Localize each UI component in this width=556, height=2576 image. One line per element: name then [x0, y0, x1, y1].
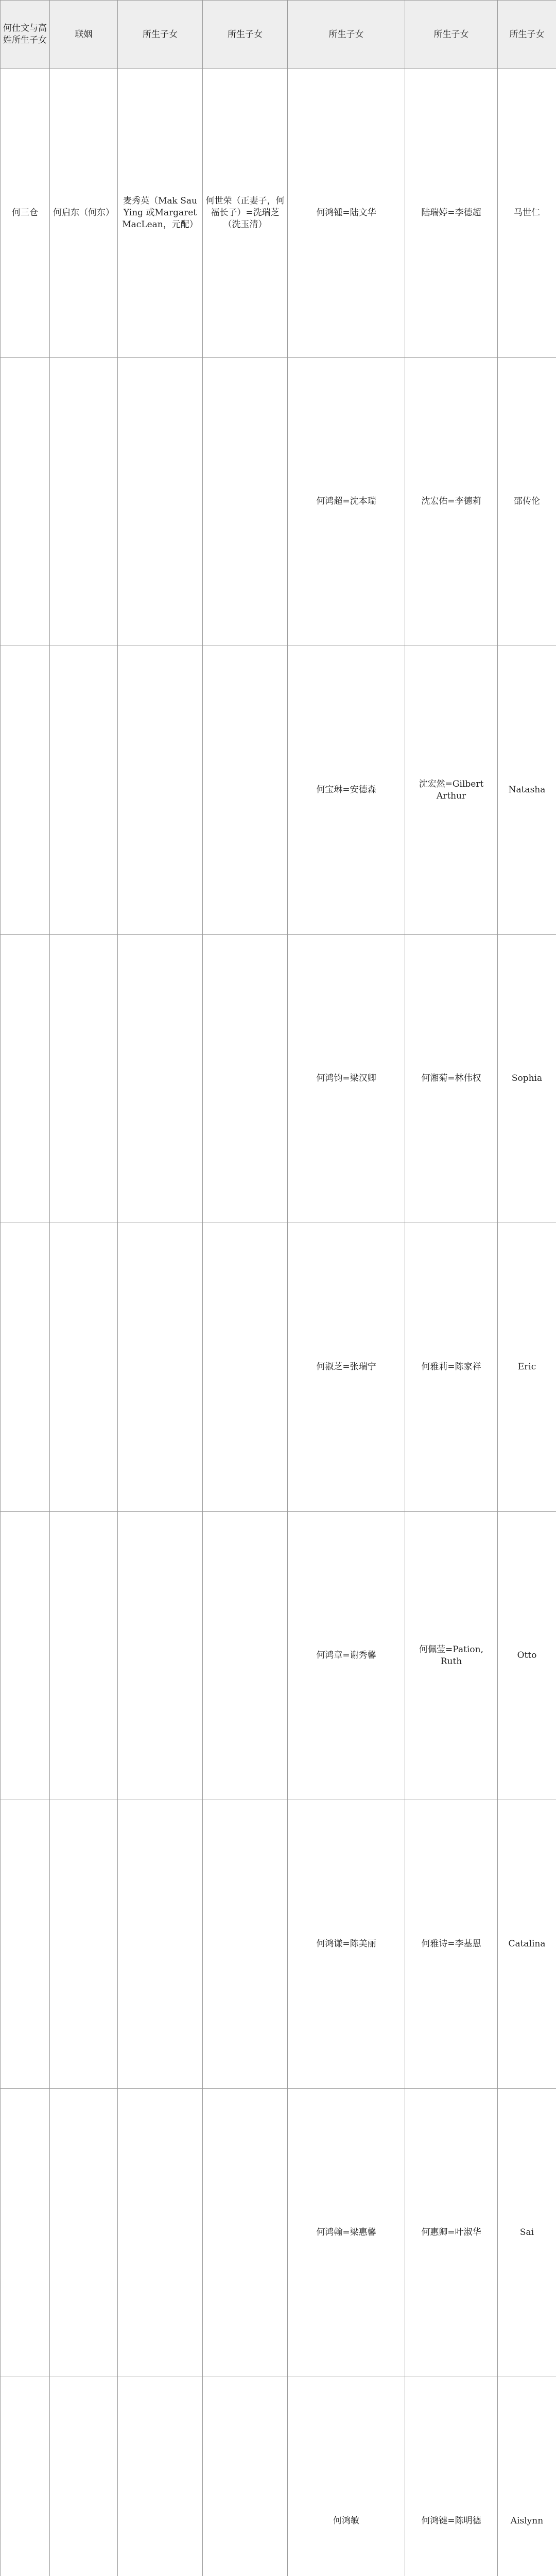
table-cell	[203, 1512, 288, 1800]
table-cell: 沈宏佑=李德莉	[405, 358, 498, 646]
table-cell: 何惠卿=叶淑华	[405, 2089, 498, 2377]
col-header-2: 联姻	[50, 1, 118, 69]
col-header-6: 所生子女	[405, 1, 498, 69]
table-cell: 何启东（何东）	[50, 69, 118, 358]
table-cell: 何鸿键=陈明德	[405, 2377, 498, 2576]
table-cell	[118, 2377, 203, 2576]
table-cell: 何鸿锺=陆文华	[288, 69, 405, 358]
table-row	[1, 1512, 556, 1800]
table-row	[1, 2377, 556, 2576]
table-cell	[118, 1512, 203, 1800]
header-row	[1, 1, 556, 69]
table-row	[1, 358, 556, 646]
table-cell: 何宝琳=安德森	[288, 646, 405, 935]
table-cell	[118, 358, 203, 646]
table-cell: 陆瑞婷=李德超	[405, 69, 498, 358]
table-cell	[118, 935, 203, 1223]
table-cell	[118, 1223, 203, 1512]
table-cell	[203, 646, 288, 935]
table-cell: 马世仁	[498, 69, 556, 358]
table-row	[1, 69, 556, 358]
table-cell	[50, 2089, 118, 2377]
table-cell: Sai	[498, 2089, 556, 2377]
table-cell	[203, 2377, 288, 2576]
table-cell: 何佩莹=Pation, Ruth	[405, 1512, 498, 1800]
table-cell	[1, 1512, 50, 1800]
table-cell: Sophia	[498, 935, 556, 1223]
table-row	[1, 2089, 556, 2377]
table-cell: Catalina	[498, 1800, 556, 2089]
table-cell	[118, 2089, 203, 2377]
col-header-5: 所生子女	[288, 1, 405, 69]
table-cell: 何鸿敏	[288, 2377, 405, 2576]
table-cell: 何湘菊=林伟权	[405, 935, 498, 1223]
table-cell	[50, 935, 118, 1223]
table-cell: 何鸿钧=梁汉卿	[288, 935, 405, 1223]
table-cell	[1, 358, 50, 646]
table-cell	[1, 1800, 50, 2089]
table-cell	[1, 1223, 50, 1512]
table-cell: 邵传伦	[498, 358, 556, 646]
table-cell: 何三仓	[1, 69, 50, 358]
table-cell: 何鸿谦=陈美丽	[288, 1800, 405, 2089]
table-cell	[50, 1800, 118, 2089]
table-cell: 何雅诗=李基恩	[405, 1800, 498, 2089]
col-header-1: 何仕文与高姓所生子女	[1, 1, 50, 69]
table-body	[1, 69, 556, 2576]
table-cell	[1, 935, 50, 1223]
table-cell: 何鸿翰=梁惠馨	[288, 2089, 405, 2377]
table-cell: 何世荣（正妻子，何福长子）=洗瑞芝（洗玉清）	[203, 69, 288, 358]
table-cell: Otto	[498, 1512, 556, 1800]
table-cell	[118, 646, 203, 935]
table-cell	[1, 2089, 50, 2377]
table-cell	[118, 1800, 203, 2089]
table-row	[1, 1223, 556, 1512]
table-cell	[203, 1800, 288, 2089]
table-cell	[50, 2377, 118, 2576]
table-cell: 麦秀英（Mak Sau Ying 或Margaret MacLean，元配）	[118, 69, 203, 358]
table-cell: Natasha	[498, 646, 556, 935]
table-cell: 何雅莉=陈家祥	[405, 1223, 498, 1512]
table-cell	[203, 2089, 288, 2377]
table-cell	[1, 2377, 50, 2576]
table-cell	[50, 646, 118, 935]
table-cell	[1, 646, 50, 935]
table-cell	[203, 358, 288, 646]
table-cell: 何鸿超=沈本瑞	[288, 358, 405, 646]
col-header-3: 所生子女	[118, 1, 203, 69]
col-header-4: 所生子女	[203, 1, 288, 69]
col-header-7: 所生子女	[498, 1, 556, 69]
table-cell: 何鸿章=谢秀馨	[288, 1512, 405, 1800]
table-cell: 何淑芝=张瑞宁	[288, 1223, 405, 1512]
table-cell	[203, 1223, 288, 1512]
table-cell	[50, 1223, 118, 1512]
table-row	[1, 646, 556, 935]
table-cell	[203, 935, 288, 1223]
table-cell	[50, 1512, 118, 1800]
table-cell: Aislynn	[498, 2377, 556, 2576]
table-cell: 沈宏然=Gilbert Arthur	[405, 646, 498, 935]
table-cell	[50, 358, 118, 646]
table-cell: Eric	[498, 1223, 556, 1512]
table-row	[1, 1800, 556, 2089]
table-row	[1, 935, 556, 1223]
